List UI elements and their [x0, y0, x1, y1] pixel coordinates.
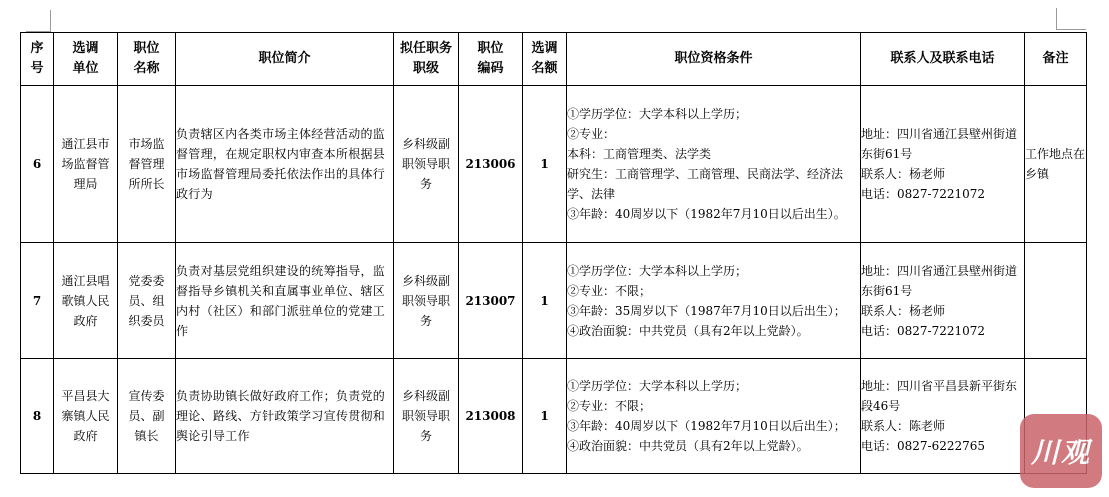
crop-mark-top-right	[1056, 8, 1058, 30]
qualification-line: ②专业：不限；	[567, 283, 652, 298]
qualification-line: ②专业：	[567, 127, 616, 141]
row-rank: 乡科级副职领导职务	[394, 359, 459, 474]
row-quota: 1	[523, 86, 567, 243]
row-code: 213007	[459, 243, 523, 359]
header-rank: 拟任职务职级	[394, 33, 459, 86]
qualification-line: ①学历学位：大学本科以上学历；	[567, 107, 748, 121]
row-qualifications	[567, 86, 861, 243]
row-position: 党委委员、组织委员	[118, 243, 176, 359]
contact-phone: 电话：0827-7221072	[861, 323, 986, 338]
row-no: 6	[21, 86, 54, 243]
watermark-text: 川观	[1030, 436, 1091, 469]
crop-mark-top-left	[46, 10, 51, 32]
header-row	[21, 33, 1087, 86]
row-qualifications	[567, 359, 861, 474]
table-row	[21, 86, 1087, 243]
row-position: 宣传委员、副镇长	[118, 359, 176, 474]
row-no: 7	[21, 243, 54, 359]
header-no: 序号	[21, 33, 54, 86]
crop-mark-top-right-h	[1056, 29, 1086, 31]
row-note	[1025, 243, 1087, 359]
row-code: 213008	[459, 359, 523, 474]
row-description: 负责协助镇长做好政府工作；负责党的理论、路线、方针政策学习宣传贯彻和舆论引导工作	[176, 359, 394, 474]
qualification-line: ②专业：不限；	[567, 399, 652, 413]
qualification-line: ③年龄：40周岁以下（1982年7月10日以后出生）。	[567, 207, 846, 221]
row-note: 工作地点在乡镇	[1025, 86, 1087, 243]
row-unit: 通江县唱歌镇人民政府	[54, 243, 118, 359]
contact-phone: 电话：0827-7221072	[861, 187, 986, 201]
table-row	[21, 359, 1087, 474]
row-code: 213006	[459, 86, 523, 243]
qualification-line: ③年龄：35周岁以下（1987年7月10日以后出生）；	[567, 303, 846, 318]
row-description: 负责辖区内各类市场主体经营活动的监督管理，在规定职权内审查本所根据县市场监督管理局委托依法作出的具体行政行为	[176, 86, 394, 243]
row-contact	[861, 86, 1025, 243]
row-qualifications	[567, 243, 861, 359]
table-row	[21, 243, 1087, 359]
row-no: 8	[21, 359, 54, 474]
header-code: 职位编码	[459, 33, 523, 86]
header-qualifications: 职位资格条件	[567, 33, 861, 86]
row-rank: 乡科级副职领导职务	[394, 86, 459, 243]
row-quota: 1	[523, 359, 567, 474]
qualification-line: ④政治面貌：中共党员（具有2年以上党龄）。	[567, 323, 809, 338]
contact-address: 地址：四川省通江县壁州街道东街61号	[861, 127, 1018, 161]
header-contact: 联系人及联系电话	[861, 33, 1025, 86]
qualification-line: 本科：工商管理类、法学类	[567, 147, 712, 161]
row-contact	[861, 243, 1025, 359]
row-position: 市场监督管理所所长	[118, 86, 176, 243]
header-description: 职位简介	[176, 33, 394, 86]
header-position: 职位名称	[118, 33, 176, 86]
header-quota: 选调名额	[523, 33, 567, 86]
contact-address: 地址：四川省通江县壁州街道东街61号	[861, 263, 1018, 298]
row-unit: 平昌县大寨镇人民政府	[54, 359, 118, 474]
qualification-line: ③年龄：40周岁以下（1982年7月10日以后出生）；	[567, 419, 846, 433]
contact-address: 地址：四川省平昌县新平街东段46号	[861, 379, 1018, 413]
row-description: 负责对基层党组织建设的统筹指导，监督指导乡镇机关和直属事业单位、辖区内村（社区）和部门派驻单位的党建工作	[176, 243, 394, 359]
header-note: 备注	[1025, 33, 1087, 86]
qualification-line: ①学历学位：大学本科以上学历；	[567, 379, 748, 393]
position-table	[20, 32, 1087, 474]
qualification-line: ④政治面貌：中共党员（具有2年以上党龄）。	[567, 439, 809, 453]
contact-phone: 电话：0827-6222765	[861, 439, 986, 453]
contact-person: 联系人：杨老师	[861, 167, 946, 181]
qualification-line: 研究生：工商管理学、工商管理、民商法学、经济法学、法律	[567, 167, 844, 201]
contact-person: 联系人：陈老师	[861, 419, 946, 433]
row-quota: 1	[523, 243, 567, 359]
row-rank: 乡科级副职领导职务	[394, 243, 459, 359]
watermark-logo	[1020, 414, 1102, 488]
contact-person: 联系人：杨老师	[861, 303, 946, 318]
header-unit: 选调单位	[54, 33, 118, 86]
qualification-line: ①学历学位：大学本科以上学历；	[567, 263, 748, 278]
row-contact	[861, 359, 1025, 474]
row-unit: 通江县市场监督管理局	[54, 86, 118, 243]
